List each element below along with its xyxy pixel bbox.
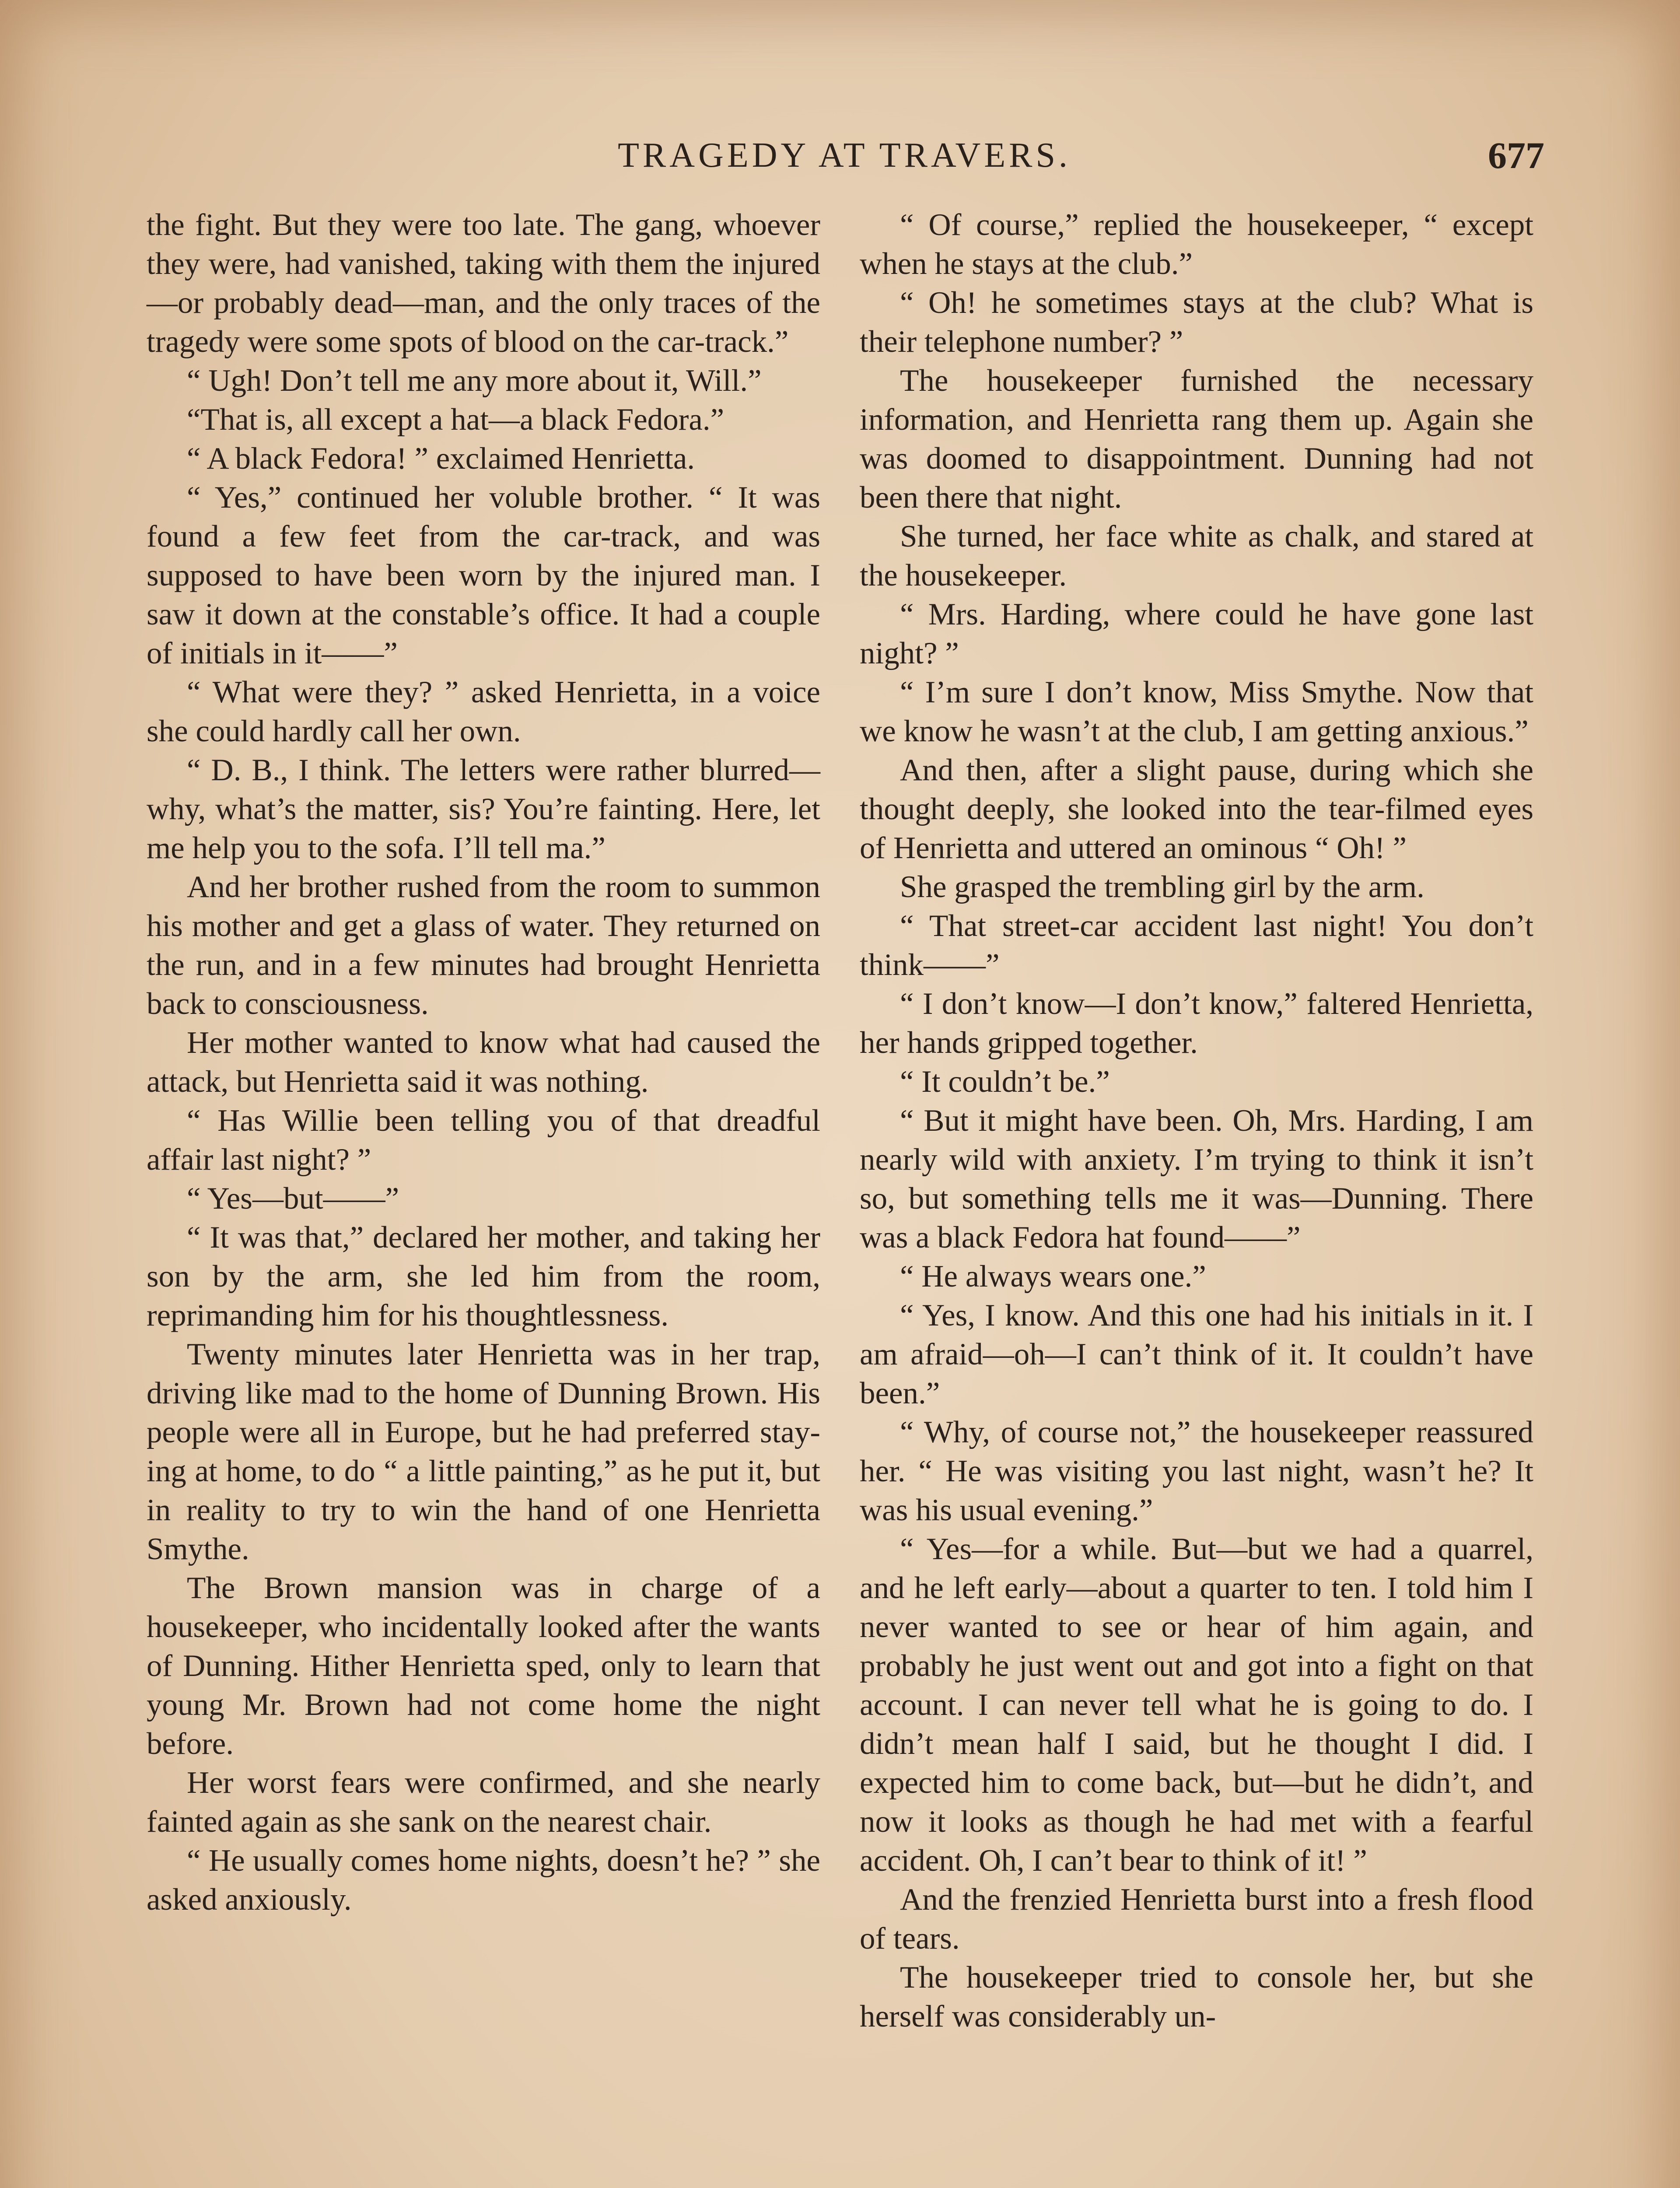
- paragraph: Her mother wanted to know what had caused the attack, but Henrietta said it was nothing.: [147, 1026, 820, 1099]
- paragraph: “ It was that,” declared her mother, and taking her son by the arm, she led him from the room, reprimanding him for his thoughtlessness.: [147, 1220, 820, 1332]
- paragraph: She grasped the trembling girl by the arm.: [900, 870, 1424, 904]
- left-column: [147, 206, 820, 1919]
- paragraph: “ I don’t know—I don’t know,” faltered Henrietta, her hands gripped together.: [860, 987, 1533, 1060]
- paragraph: “ Why, of course not,” the housekeeper reassured her. “ He was visiting you last night, wasn’t he? It was his usual evening.”: [860, 1415, 1533, 1527]
- paragraph: Twenty minutes later Henrietta was in her trap, driving like mad to the home of Dunning Brown. His people were all in Europe, but he had preferred staying at home, to do “ a little painting,” as he put it, but in reality to try to win the hand of one Henrietta Smythe.: [147, 1337, 820, 1566]
- paragraph: “ But it might have been. Oh, Mrs. Harding, I am nearly wild with anxiety. I’m trying to think it isn’t so, but something tells me it was—Dunning. There was a black Fedora hat found——”: [860, 1104, 1533, 1255]
- running-title: TRAGEDY AT TRAVERS.: [618, 136, 1071, 175]
- paragraph: “That is, all except a hat—a black Fedora.”: [187, 403, 724, 437]
- paragraph: “ He usually comes home nights, doesn’t he? ” she asked anxiously.: [147, 1844, 820, 1917]
- paragraph: “ Yes, I know. And this one had his initials in it. I am afraid—oh—I can’t think of it. It couldn’t have been.”: [860, 1298, 1533, 1410]
- paragraph: And her brother rushed from the room to summon his mother and get a glass of water. They returned on the run, and in a few minutes had brought Henrietta back to consciousness.: [147, 870, 820, 1021]
- paragraph: She turned, her face white as chalk, and stared at the housekeeper.: [860, 519, 1533, 593]
- paragraph: “ He always wears one.”: [900, 1259, 1206, 1294]
- paragraph: “ A black Fedora! ” exclaimed Henrietta.: [187, 442, 695, 476]
- paragraph: Her worst fears were confirmed, and she nearly fainted again as she sank on the nearest chair.: [147, 1766, 820, 1839]
- paragraph: “ I’m sure I don’t know, Miss Smythe. Now that we know he wasn’t at the club, I am getting anxious.”: [860, 675, 1533, 748]
- paragraph: The Brown mansion was in charge of a housekeeper, who incidentally looked after the wants of Dunning. Hither Henrietta sped, only to learn that young Mr. Brown had not come home the night before.: [147, 1571, 820, 1761]
- right-column: [860, 206, 1533, 2036]
- paragraph: The housekeeper tried to console her, but she herself was considerably un-: [860, 1960, 1533, 2034]
- paragraph: “ Has Willie been telling you of that dreadful affair last night? ”: [147, 1104, 820, 1177]
- paragraph: the fight. But they were too late. The gang, whoever they were, had vanished, taking with them the injured—or probably dead—man, and the only traces of the tragedy were some spots of blood on the car-track.”: [147, 208, 820, 359]
- paragraph: “ What were they? ” asked Henrietta, in a voice she could hardly call her own.: [147, 675, 820, 748]
- paragraph: “ That street-car accident last night! You don’t think——”: [860, 909, 1533, 982]
- paragraph: “ Oh! he sometimes stays at the club? What is their telephone number? ”: [860, 286, 1533, 359]
- paragraph: “ D. B., I think. The letters were rather blurred—why, what’s the matter, sis? You’re fainting. Here, let me help you to the sofa. I’ll tell ma.”: [147, 753, 820, 865]
- paragraph: “ Of course,” replied the housekeeper, “ except when he stays at the club.”: [860, 208, 1533, 281]
- page-number: 677: [1488, 134, 1544, 176]
- paragraph: The housekeeper furnished the necessary information, and Henrietta rang them up. Again she was doomed to disappointment. Dunning had not been there that night.: [860, 364, 1533, 515]
- paragraph: “ Ugh! Don’t tell me any more about it, Will.”: [187, 364, 762, 398]
- paragraph: “ It couldn’t be.”: [900, 1065, 1110, 1099]
- page-header: [144, 131, 1544, 179]
- paragraph: “ Yes,” continued her voluble brother. “ It was found a few feet from the car-track, and was supposed to have been worn by the injured man. I saw it down at the constable’s office. It had a couple of initials in it——”: [147, 480, 820, 670]
- paragraph: “ Yes—for a while. But—but we had a quarrel, and he left early—about a quarter to ten. I told him I never wanted to see or hear of him again, and probably he just went out and got into a fight on that account. I can never tell what he is going to do. I didn’t mean half I said, but he thought I did. I expected him to come back, but—but he didn’t, and now it looks as though he had met with a fearful accident. Oh, I can’t bear to think of it! ”: [860, 1532, 1533, 1878]
- paragraph: “ Yes—but——”: [187, 1182, 399, 1216]
- paragraph: And then, after a slight pause, during which she thought deeply, she looked into the tear-filmed eyes of Henrietta and uttered an ominous “ Oh! ”: [860, 753, 1533, 865]
- paragraph: And the frenzied Henrietta burst into a fresh flood of tears.: [860, 1883, 1533, 1956]
- paragraph: “ Mrs. Harding, where could he have gone last night? ”: [860, 597, 1533, 670]
